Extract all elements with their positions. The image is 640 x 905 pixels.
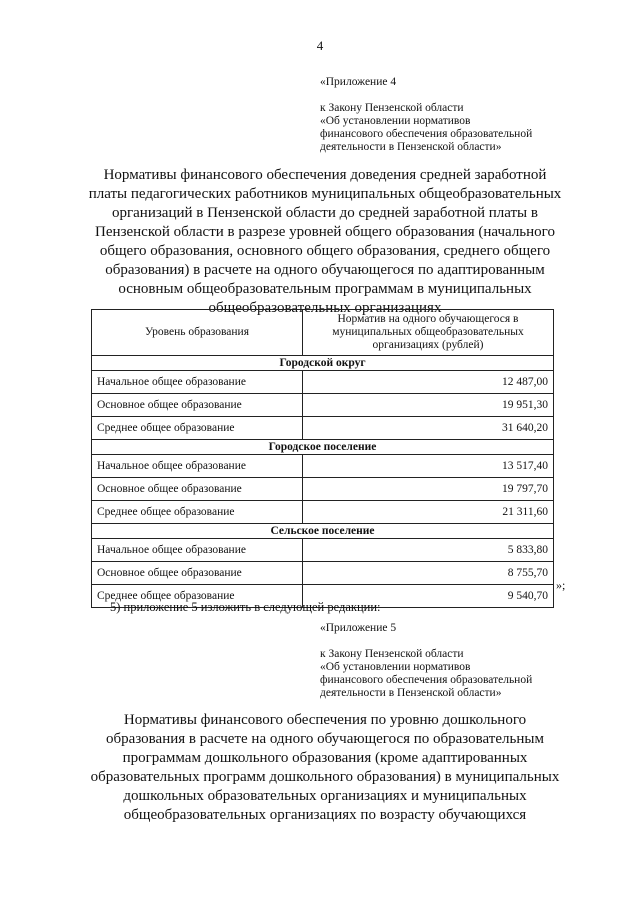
level-cell: Среднее общее образование <box>92 501 303 524</box>
section-rural-settlement: Сельское поселение <box>92 524 554 539</box>
appendix-5-heading <box>64 711 586 825</box>
table-row <box>92 501 554 524</box>
appendix-4-line: деятельности в Пензенской области» <box>320 141 502 153</box>
heading-line: общего образования, основного общего образования, среднего общего <box>99 243 551 259</box>
level-cell: Начальное общее образование <box>92 539 303 562</box>
heading-line: образования в расчете на одного обучающегося по образовательным <box>106 731 544 747</box>
section-city-district: Городской округ <box>92 356 554 371</box>
header-level: Уровень образования <box>92 310 303 356</box>
appendix-5-line: деятельности в Пензенской области» <box>320 687 502 699</box>
level-cell: Основное общее образование <box>92 562 303 585</box>
appendix-4-line: финансового обеспечения образовательной <box>320 128 533 140</box>
amendment-item-5: 5) приложение 5 изложить в следующей редакции: <box>110 600 381 614</box>
value-cell: 19 951,30 <box>303 394 554 417</box>
appendix-5-line: финансового обеспечения образовательной <box>320 674 533 686</box>
appendix-4-heading <box>64 166 586 318</box>
heading-line: общеобразовательных организациях <box>208 300 442 316</box>
level-cell: Среднее общее образование <box>92 417 303 440</box>
heading-line: общеобразовательных организациях по возрасту обучающихся <box>123 807 527 823</box>
value-cell: 13 517,40 <box>303 455 554 478</box>
heading-line: основным общеобразовательным программам в муниципальных <box>118 281 532 297</box>
value-cell: 21 311,60 <box>303 501 554 524</box>
appendix-4-line: «Об установлении нормативов <box>320 115 471 127</box>
table-row <box>92 371 554 394</box>
value-cell: 19 797,70 <box>303 478 554 501</box>
value-cell: 8 755,70 <box>303 562 554 585</box>
level-cell: Начальное общее образование <box>92 455 303 478</box>
section-urban-settlement: Городское поселение <box>92 440 554 455</box>
heading-line: организаций в Пензенской области до средней заработной платы в <box>112 205 538 221</box>
section-row <box>92 524 554 539</box>
appendix-4-title: «Приложение 4 <box>320 76 397 88</box>
table-row <box>92 394 554 417</box>
appendix-5-title: «Приложение 5 <box>320 622 397 634</box>
heading-line: программам дошкольного образования (кроме адаптированных <box>122 750 528 766</box>
heading-line: дошкольных образовательных организациях и муниципальных <box>123 788 527 804</box>
heading-line: Пензенской области в разрезе уровней общего образования (начального <box>95 224 555 240</box>
table-row <box>92 478 554 501</box>
appendix-5-block <box>320 622 532 700</box>
table-row <box>92 455 554 478</box>
heading-line: Нормативы финансового обеспечения по уровню дошкольного <box>123 712 527 728</box>
heading-line: образовательных программ дошкольного образования) в муниципальных <box>90 769 560 785</box>
appendix-4-line: к Закону Пензенской области <box>320 102 464 114</box>
page-number: 4 <box>316 38 324 53</box>
value-cell: 31 640,20 <box>303 417 554 440</box>
appendix-4-block <box>320 76 532 154</box>
section-row <box>92 440 554 455</box>
norms-table <box>91 309 554 608</box>
table-row <box>92 539 554 562</box>
table-row <box>92 417 554 440</box>
level-cell: Основное общее образование <box>92 478 303 501</box>
table-row <box>92 562 554 585</box>
value-cell: 5 833,80 <box>303 539 554 562</box>
level-cell: Начальное общее образование <box>92 371 303 394</box>
appendix-5-line: к Закону Пензенской области <box>320 648 464 660</box>
heading-line: образования) в расчете на одного обучающегося по адаптированным <box>105 262 545 278</box>
header-norm: Норматив на одного обучающегося в муниципальных общеобразовательных организациях (рублей) <box>303 310 554 356</box>
level-cell: Основное общее образование <box>92 394 303 417</box>
section-row <box>92 356 554 371</box>
heading-line: платы педагогических работников муниципальных общеобразовательных <box>88 186 562 202</box>
heading-line: Нормативы финансового обеспечения доведения средней заработной <box>103 167 547 183</box>
table-header-row <box>92 310 554 356</box>
level-cell: Среднее общее образование <box>92 585 303 608</box>
value-cell: 12 487,00 <box>303 371 554 394</box>
appendix-5-line: «Об установлении нормативов <box>320 661 471 673</box>
value-cell: 9 540,70 <box>303 585 554 608</box>
closing-quote-mark: »; <box>556 578 566 592</box>
